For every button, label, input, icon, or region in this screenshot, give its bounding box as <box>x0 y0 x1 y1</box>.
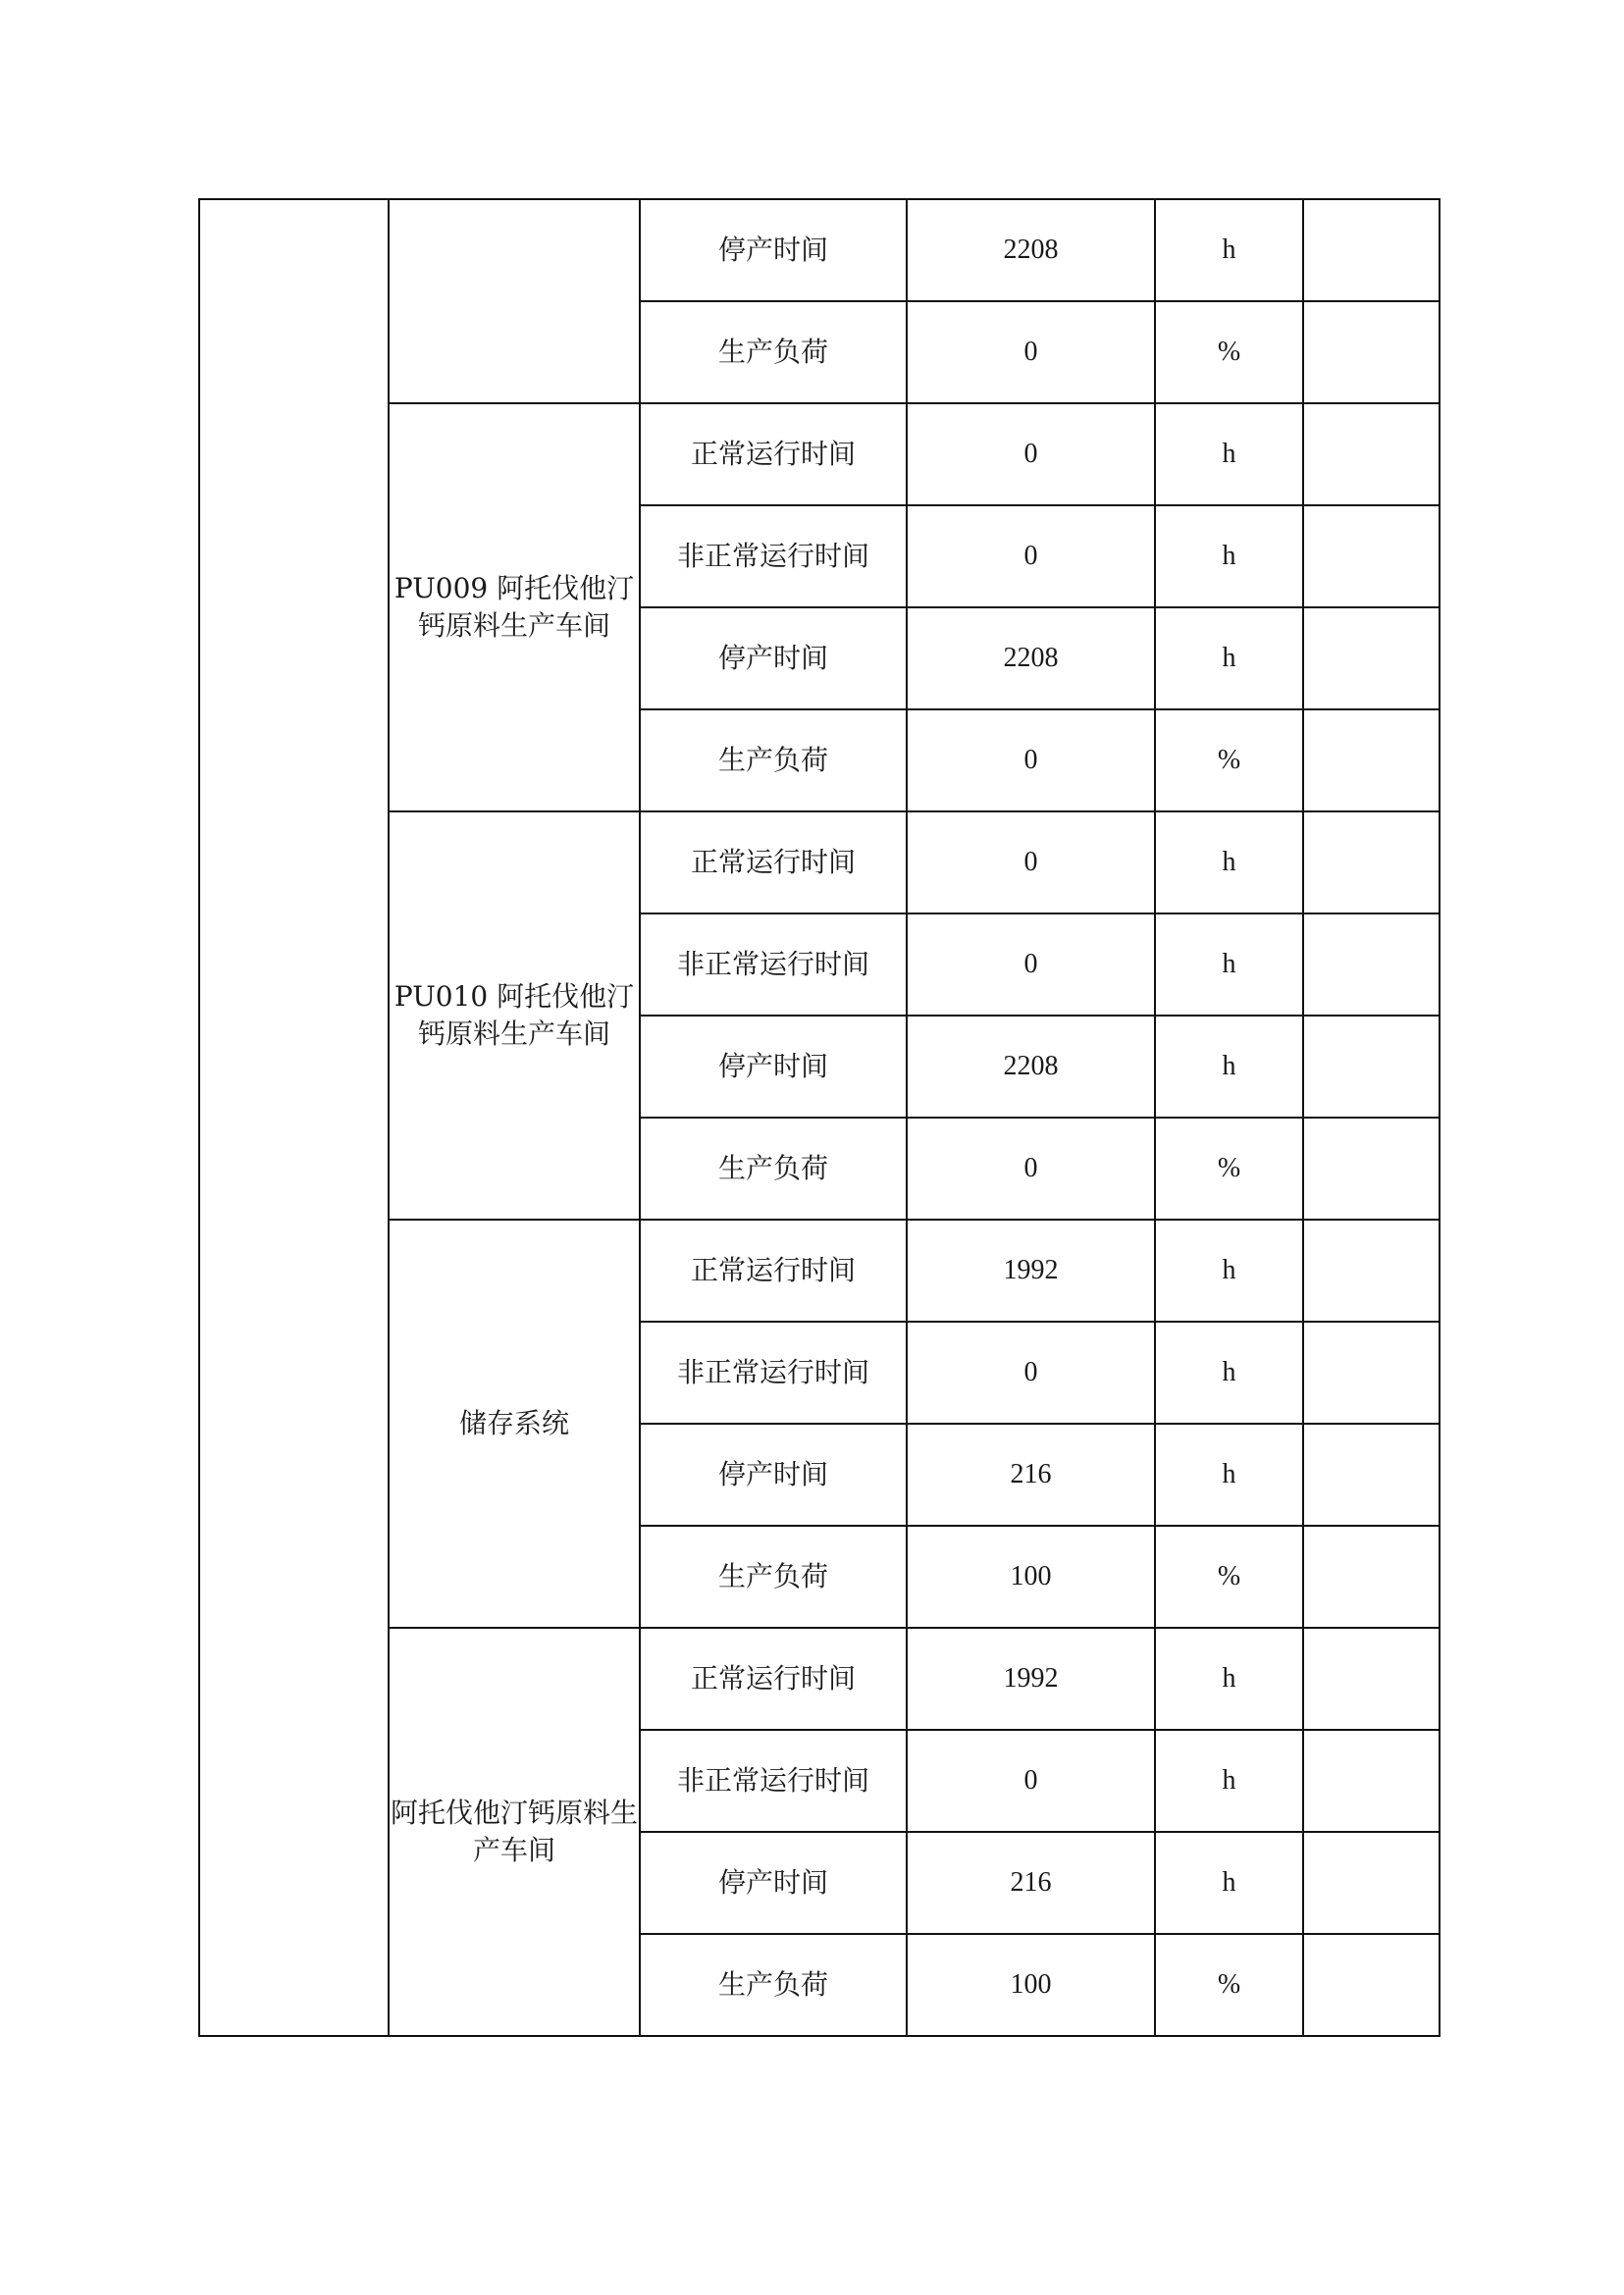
value-cell: 2208 <box>907 607 1155 709</box>
value-cell: 2208 <box>907 1016 1155 1118</box>
item-cell: 非正常运行时间 <box>640 913 907 1016</box>
unit-cell: h <box>1155 1016 1303 1118</box>
unit-cell: h <box>1155 1730 1303 1832</box>
unit-cell: % <box>1155 1526 1303 1628</box>
value-cell: 0 <box>907 1118 1155 1220</box>
value-cell: 0 <box>907 913 1155 1016</box>
note-cell <box>1303 1424 1440 1526</box>
item-cell: 非正常运行时间 <box>640 505 907 607</box>
note-cell <box>1303 301 1440 403</box>
note-cell <box>1303 1832 1440 1934</box>
unit-cell: h <box>1155 1220 1303 1322</box>
item-cell: 停产时间 <box>640 607 907 709</box>
value-cell: 0 <box>907 301 1155 403</box>
note-cell <box>1303 199 1440 301</box>
note-cell <box>1303 709 1440 811</box>
value-cell: 0 <box>907 811 1155 913</box>
unit-cell: h <box>1155 1322 1303 1424</box>
unit-cell: h <box>1155 913 1303 1016</box>
item-cell: 生产负荷 <box>640 1934 907 2036</box>
value-cell: 216 <box>907 1832 1155 1934</box>
item-cell: 正常运行时间 <box>640 1220 907 1322</box>
unit-name-cell: PU010 阿托伐他汀钙原料生产车间 <box>389 811 640 1220</box>
note-cell <box>1303 1118 1440 1220</box>
note-cell <box>1303 913 1440 1016</box>
item-cell: 生产负荷 <box>640 1526 907 1628</box>
unit-cell: h <box>1155 1424 1303 1526</box>
value-cell: 100 <box>907 1526 1155 1628</box>
table-body <box>199 199 1440 2036</box>
value-cell: 2208 <box>907 199 1155 301</box>
unit-cell: % <box>1155 1118 1303 1220</box>
unit-name-cell <box>389 199 640 403</box>
note-cell <box>1303 607 1440 709</box>
item-cell: 停产时间 <box>640 199 907 301</box>
operation-status-table <box>198 198 1441 2037</box>
item-cell: 非正常运行时间 <box>640 1730 907 1832</box>
item-cell: 正常运行时间 <box>640 1628 907 1730</box>
value-cell: 1992 <box>907 1628 1155 1730</box>
unit-name-cell: PU009 阿托伐他汀钙原料生产车间 <box>389 403 640 811</box>
note-cell <box>1303 1628 1440 1730</box>
note-cell <box>1303 1220 1440 1322</box>
unit-cell: h <box>1155 403 1303 505</box>
note-cell <box>1303 1526 1440 1628</box>
item-cell: 非正常运行时间 <box>640 1322 907 1424</box>
table-row <box>199 199 1440 301</box>
note-cell <box>1303 1730 1440 1832</box>
item-cell: 正常运行时间 <box>640 403 907 505</box>
unit-cell: h <box>1155 811 1303 913</box>
value-cell: 0 <box>907 709 1155 811</box>
note-cell <box>1303 1016 1440 1118</box>
note-cell <box>1303 1934 1440 2036</box>
note-cell <box>1303 505 1440 607</box>
item-cell: 生产负荷 <box>640 301 907 403</box>
item-cell: 生产负荷 <box>640 1118 907 1220</box>
item-cell: 生产负荷 <box>640 709 907 811</box>
unit-name-cell: 阿托伐他汀钙原料生产车间 <box>389 1628 640 2036</box>
unit-name-cell: 储存系统 <box>389 1220 640 1628</box>
note-cell <box>1303 811 1440 913</box>
note-cell <box>1303 403 1440 505</box>
unit-cell: h <box>1155 199 1303 301</box>
unit-cell: % <box>1155 1934 1303 2036</box>
value-cell: 0 <box>907 1322 1155 1424</box>
unit-cell: h <box>1155 505 1303 607</box>
note-cell <box>1303 1322 1440 1424</box>
unit-cell: % <box>1155 301 1303 403</box>
category-cell <box>199 199 389 2036</box>
unit-cell: % <box>1155 709 1303 811</box>
item-cell: 正常运行时间 <box>640 811 907 913</box>
item-cell: 停产时间 <box>640 1832 907 1934</box>
value-cell: 100 <box>907 1934 1155 2036</box>
item-cell: 停产时间 <box>640 1424 907 1526</box>
unit-cell: h <box>1155 1832 1303 1934</box>
value-cell: 216 <box>907 1424 1155 1526</box>
item-cell: 停产时间 <box>640 1016 907 1118</box>
unit-cell: h <box>1155 607 1303 709</box>
value-cell: 0 <box>907 505 1155 607</box>
value-cell: 1992 <box>907 1220 1155 1322</box>
value-cell: 0 <box>907 403 1155 505</box>
value-cell: 0 <box>907 1730 1155 1832</box>
unit-cell: h <box>1155 1628 1303 1730</box>
